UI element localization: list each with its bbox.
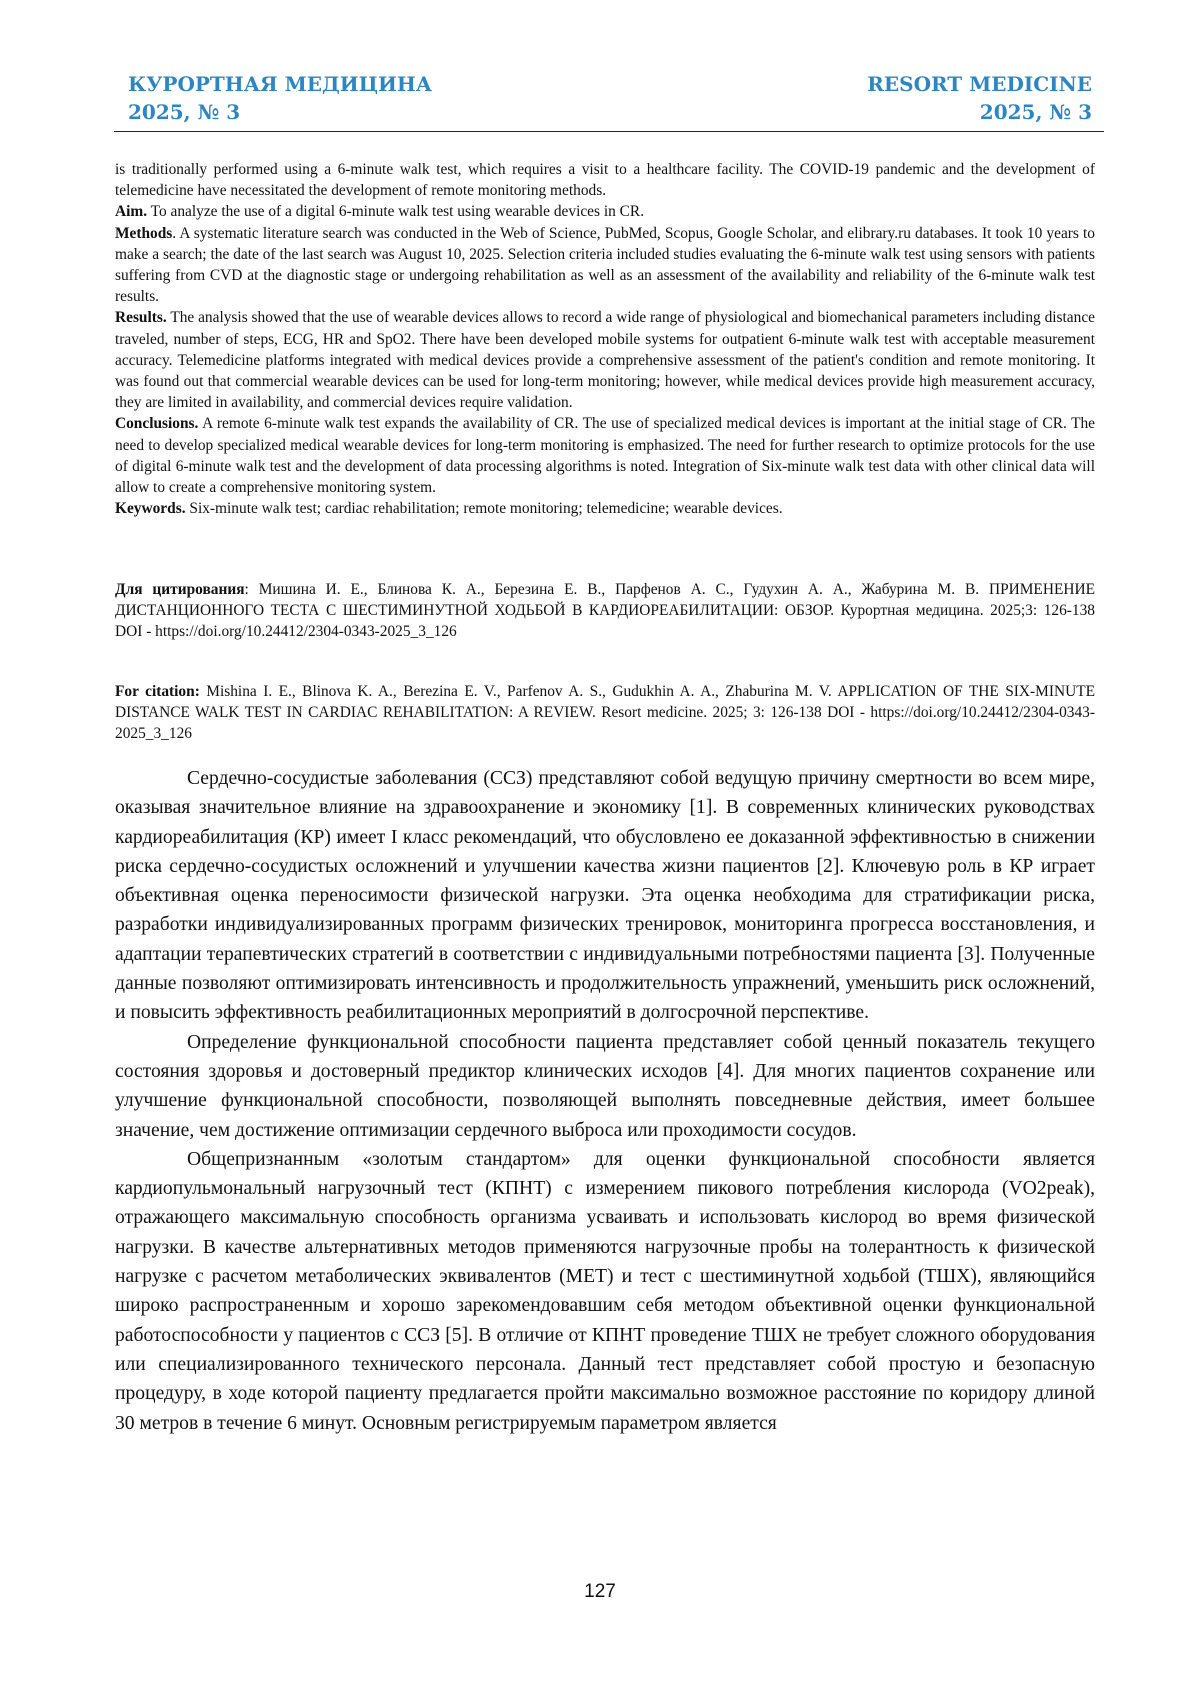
journal-title-ru: КУРОРТНАЯ МЕДИЦИНА: [128, 70, 432, 98]
abstract-conclusions: [115, 413, 1095, 498]
article-body: [115, 764, 1095, 1438]
citation-ru: [115, 579, 1095, 642]
citation-ru-text: : Мишина И. Е., Блинова К. А., Березина Е. В., Парфенов А. С., Гудухин А. А., Жабурина М. В. ПРИМЕНЕНИЕ ДИСТАНЦИОННОГО ТЕСТА С ШЕСТИМИНУТНОЙ ХОДЬБОЙ В КАРДИОРЕАБИЛИТАЦИИ: ОБЗОР. Курортная медицина. 2025;3: 126-138 DOI - https://doi.org/10.24412/2304-0343-2025_3_126: [115, 581, 1095, 640]
abstract-aim: [115, 201, 1095, 222]
page-number: 127: [0, 1581, 1200, 1603]
body-paragraph-2: Определение функциональной способности пациента представляет собой ценный показатель текущего состояния здоровья и достоверный предиктор клинических исходов [4]. Для многих пациентов сохранение или улучшение функциональной способности, позволяющей выполнять повседневные действия, имеет большее значение, чем достижение оптимизации сердечного выброса или проходимости сосудов.: [115, 1028, 1095, 1145]
abstract-results: [115, 307, 1095, 413]
journal-issue-ru: 2025, № 3: [128, 98, 432, 126]
body-paragraph-1: Сердечно-сосудистые заболевания (ССЗ) представляют собой ведущую причину смертности во всем мире, оказывая значительное влияние на здравоохранение и экономику [1]. В современных клинических руководствах кардиореабилитация (КР) имеет I класс рекомендаций, что обусловлено ее доказанной эффективностью в снижении риска сердечно-сосудистых осложнений и улучшении качества жизни пациентов [2]. Ключевую роль в КР играет объективная оценка переносимости физической нагрузки. Эта оценка необходима для стратификации риска, разработки индивидуализированных программ физических тренировок, мониторинга прогресса восстановления, и адаптации терапевтических стратегий в соответствии с индивидуальными потребностями пациента [3]. Полученные данные позволяют оптимизировать интенсивность и продолжительность упражнений, уменьшить риск осложнений, и повысить эффективность реабилитационных мероприятий в долгосрочной перспективе.: [115, 764, 1095, 1028]
methods-label: Methods: [115, 225, 172, 242]
journal-page: [0, 0, 1200, 1697]
results-label: Results.: [115, 309, 167, 326]
results-text: The analysis showed that the use of wearable devices allows to record a wide range of physiological and biomechanical parameters including distance traveled, number of steps, ECG, HR and SpO2. There have been developed mobile systems for outpatient 6-minute walk test with acceptable measurement accuracy. Telemedicine platforms integrated with medical devices provide a comprehensive assessment of the patient's condition and remote monitoring. It was found out that commercial wearable devices can be used for long-term monitoring; however, while medical devices provide high measurement accuracy, they are limited in availability, and commercial devices require validation.: [115, 309, 1095, 411]
abstract-keywords: [115, 498, 1095, 519]
journal-title-en: RESORT MEDICINE: [867, 70, 1092, 98]
citation-en-text: Mishina I. E., Blinova K. A., Berezina E. V., Parfenov A. S., Gudukhin A. A., Zhaburina M. V. APPLICATION OF THE SIX-MINUTE DISTANCE WALK TEST IN CARDIAC REHABILITATION: A REVIEW. Resort medicine. 2025; 3: 126-138 DOI - https://doi.org/10.24412/2304-0343-2025_3_126: [115, 683, 1095, 742]
journal-header-left: [128, 70, 432, 126]
abstract-methods: [115, 223, 1095, 308]
citation-ru-label: Для цитирования: [115, 581, 245, 598]
aim-label: Aim.: [115, 203, 147, 220]
abstract-section: [115, 159, 1095, 519]
journal-header-right: [867, 70, 1092, 126]
citation-en-label: For citation:: [115, 683, 200, 700]
abstract-intro: is traditionally performed using a 6-minute walk test, which requires a visit to a healthcare facility. The COVID-19 pandemic and the development of telemedicine have necessitated the development of remote monitoring methods.: [115, 159, 1095, 201]
keywords-text: Six-minute walk test; cardiac rehabilitation; remote monitoring; telemedicine; wearable devices.: [186, 500, 783, 517]
aim-text: To analyze the use of a digital 6-minute walk test using wearable devices in CR.: [147, 203, 644, 220]
header-divider: [114, 131, 1104, 132]
journal-issue-en: 2025, № 3: [867, 98, 1092, 126]
methods-text: . A systematic literature search was conducted in the Web of Science, PubMed, Scopus, Google Scholar, and elibrary.ru databases. It took 10 years to make a search; the date of the last search was August 10, 2025. Selection criteria included studies evaluating the 6-minute walk test using sensors with patients suffering from CVD at the diagnostic stage or undergoing rehabilitation as well as an assessment of the availability and reliability of the 6-minute walk test results.: [115, 225, 1095, 306]
conclusions-text: A remote 6-minute walk test expands the availability of CR. The use of specialized medical devices is important at the initial stage of CR. The need to develop specialized medical wearable devices for long-term monitoring is emphasized. The need for further research to optimize protocols for the use of digital 6-minute walk test and the development of data processing algorithms is noted. Integration of Six-minute walk test data with other clinical data will allow to create a comprehensive monitoring system.: [115, 415, 1095, 496]
keywords-label: Keywords.: [115, 500, 186, 517]
conclusions-label: Conclusions.: [115, 415, 198, 432]
citation-en: [115, 681, 1095, 744]
body-paragraph-3: Общепризнанным «золотым стандартом» для оценки функциональной способности является кардиопульмональный нагрузочный тест (КПНТ) с измерением пикового потребления кислорода (VO2peak), отражающего максимальную способность организма усваивать и использовать кислород во время физической нагрузки. В качестве альтернативных методов применяются нагрузочные пробы на толерантность к физической нагрузке с расчетом метаболических эквивалентов (МЕТ) и тест с шестиминутной ходьбой (ТШХ), являющийся широко распространенным и хорошо зарекомендовавшим себя методом объективной оценки функциональной работоспособности у пациентов с ССЗ [5]. В отличие от КПНТ проведение ТШХ не требует сложного оборудования или специализированного технического персонала. Данный тест представляет собой простую и безопасную процедуру, в ходе которой пациенту предлагается пройти максимально возможное расстояние по коридору длиной 30 метров в течение 6 минут. Основным регистрируемым параметром является: [115, 1145, 1095, 1438]
